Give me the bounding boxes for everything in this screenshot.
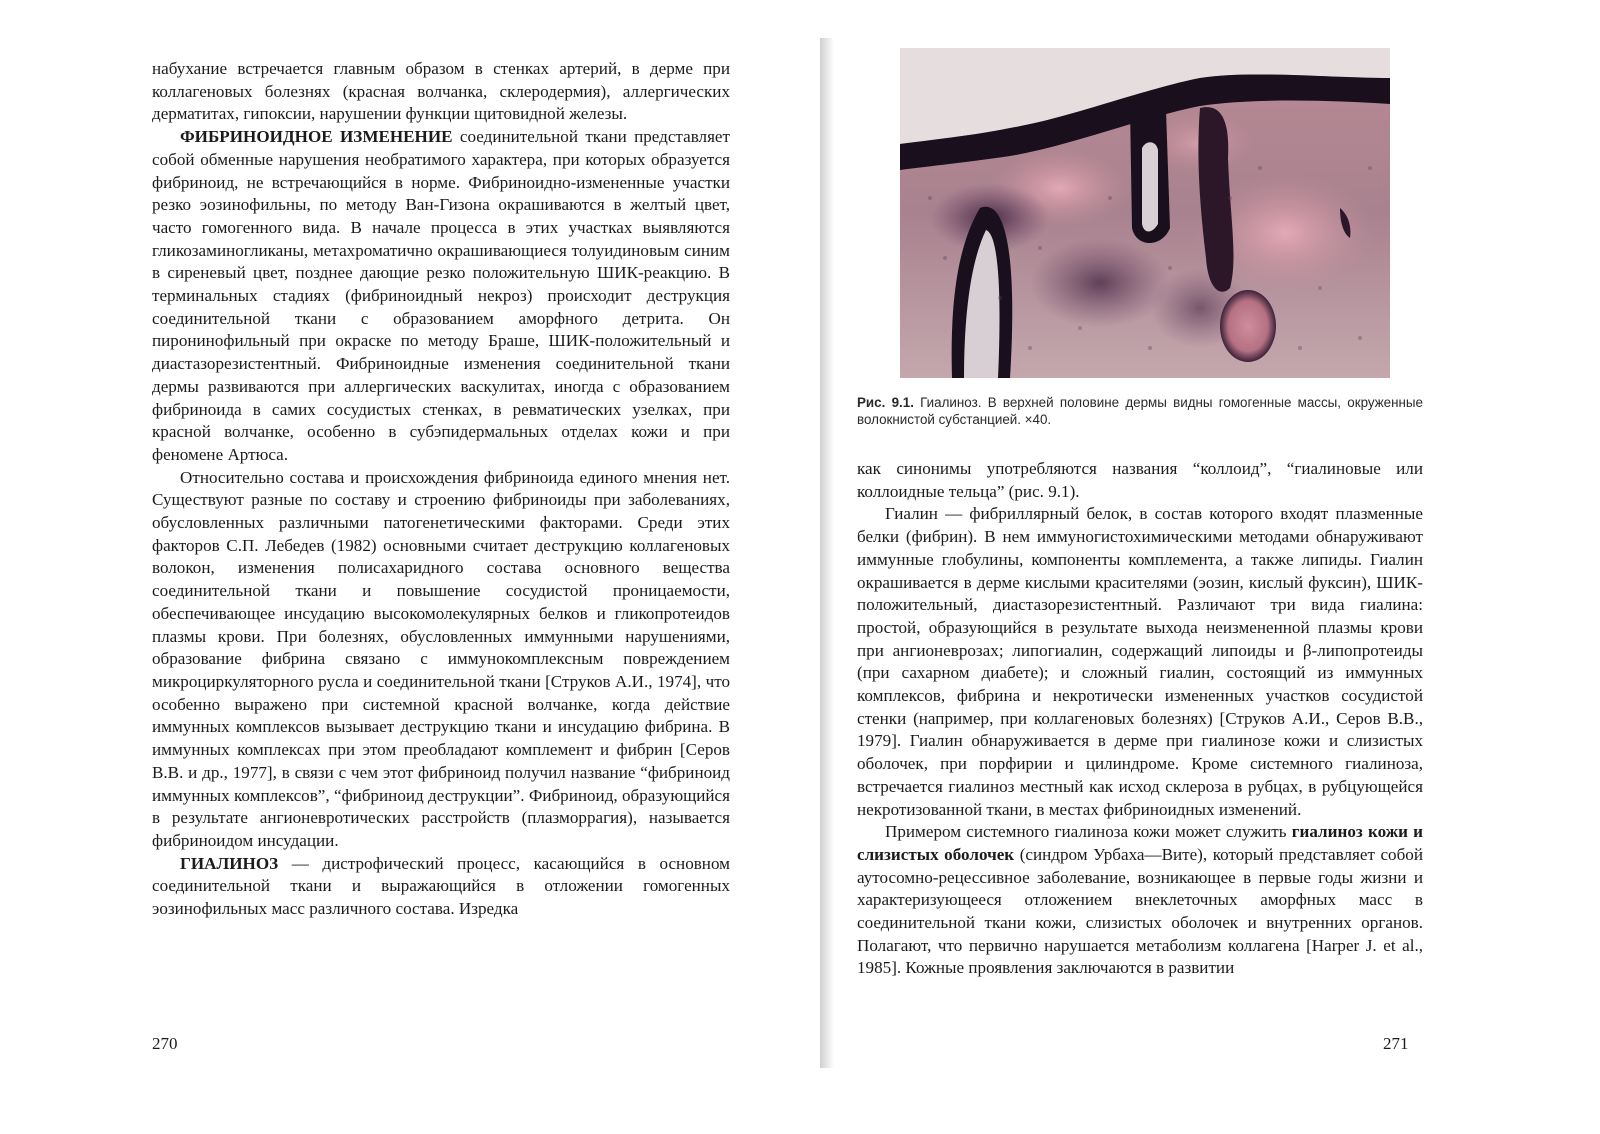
term-fibrinoid: ФИБРИНОИДНОЕ ИЗМЕНЕНИЕ (180, 127, 453, 147)
paragraph: как синонимы употребляются названия “коллоид”, “гиалиновые или коллоидные тельца” (рис. 9.1). (857, 459, 1423, 501)
figure-caption: Рис. 9.1. Гиалиноз. В верхней половине дермы видны гомогенные массы, окруженные волокнистой субстанцией. ×40. (857, 395, 1423, 427)
histology-figure (900, 48, 1390, 378)
figure-label: Рис. 9.1. (857, 395, 914, 410)
page-number: 271 (1383, 1034, 1409, 1053)
paragraph: Гиалин — фибриллярный белок, в состав которого входят плазменные белки (фибрин). В нем иммуногистохимическими методами обнаруживают иммунные глобулины, компоненты комплемента, а также липиды. Гиалин окрашивается в дерме кислыми красителями (эозин, кислый фуксин), ШИК-положительный, диастазорезистентный. Различают три вида гиалина: простой, образующийся в результате выхода неизмененной плазмы крови при ангионеврозах; липогиалин, содержащий липоиды и β-липопротеиды (при сахарном диабете); и сложный гиалин, состоящий из иммунных комплексов, фибрина и некротически измененных участков сосудистой стенки (например, при коллагеновых болезнях) [Струков А.И., Серов В.В., 1979]. Гиалин обнаруживается в дерме при гиалинозе кожи и слизистых оболочек, при порфирии и цилиндроме. Кроме системного гиалиноза, встречается гиалиноз местный как исход склероза в рубцах, в рубцующейся некротизованной ткани, в местах фибриноидных изменений. (857, 504, 1423, 819)
paragraph: набухание встречается главным образом в стенках артерий, в дерме при коллагеновых болезнях (красная волчанка, склеродермия), аллергических дерматитах, гипоксии, нарушении функции щитовидной железы. (152, 59, 730, 124)
page-number: 270 (152, 1034, 178, 1053)
paragraph: ФИБРИНОИДНОЕ ИЗМЕНЕНИЕ соединительной ткани представляет собой обменные нарушения необратимого характера, при которых образуется фибриноид, не встречающийся в норме. Фибриноидно-измененные участки резко эозинофильны, по методу Ван-Гизона окрашиваются в желтый цвет, часто гомогенного вида. В начале процесса в этих участках выявляются гликозаминогликаны, метахроматично окрашивающиеся толуидиновым синим в сиреневый цвет, позднее дающие резко положительную ШИК-реакцию. В терминальных стадиях (фибриноидный некроз) происходит деструкция соединительной ткани с образованием аморфного детрита. Он пиронинофильный при окраске по методу Браше, ШИК-положительный и диастазорезистентный. Фибриноидные изменения соединительной ткани дермы развиваются при аллергических васкулитах, иногда с образованием фибриноида в самих сосудистых стенках, в ревматических узелках, при красной волчанке, особенно в субэпидермальных отделах кожи и при феномене Артюса. (152, 127, 730, 464)
paragraph: ГИАЛИНОЗ — дистрофический процесс, касающийся в основном соединительной ткани и выражающийся в отложении гомогенных эозинофильных масс различного состава. Изредка (152, 853, 730, 919)
term-hyalinosis: ГИАЛИНОЗ (180, 853, 279, 873)
paragraph: Относительно состава и происхождения фибриноида единого мнения нет. Существуют разные по составу и строению фибриноиды при заболеваниях, обусловленных различными патогенетическими факторами. Среди этих факторов С.П. Лебедев (1982) основными считает деструкцию коллагеновых волокон, изменения полисахаридного состава основного вещества соединительной ткани и повышение сосудистой проницаемости, обеспечивающее инсудацию высокомолекулярных белков и гликопротеидов плазмы крови. При болезнях, обусловленных иммунными нарушениями, образование фибрина связано с иммунокомплексным повреждением микроциркуляторного русла и соединительной ткани [Струков А.И., 1974], что особенно выражено при системной красной волчанке, когда действие иммунных комплексов вызывает деструкцию ткани и инсудацию фибрина. В иммунных комплексах при этом преобладают комплемент и фибрин [Серов В.В. и др., 1977], в связи с чем этот фибриноид получил название “фибриноид иммунных комплексов”, “фибриноид деструкции”. Фибриноид, образующийся в результате ангионевротических расстройств (плазморрагия), называется фибриноидом инсудации. (152, 467, 730, 850)
left-page-text (152, 58, 730, 921)
term-lipoid-proteinosis: гиалиноз кожи и слизистых оболочек (857, 822, 1423, 864)
right-page-text (857, 458, 1423, 980)
micrograph-image (900, 48, 1390, 378)
paragraph: Примером системного гиалиноза кожи может служить гиалиноз кожи и слизистых оболочек (синдром Урбаха—Вите), который представляет собой аутосомно-рецессивное заболевание, возникающее в первые годы жизни и характеризующееся отложением внеклеточных аморфных масс в соединительной ткани кожи, слизистых оболочек и внутренних органов. Полагают, что первично нарушается метаболизм коллагена [Harper J. et al., 1985]. Кожные проявления заключаются в развитии (857, 822, 1424, 978)
